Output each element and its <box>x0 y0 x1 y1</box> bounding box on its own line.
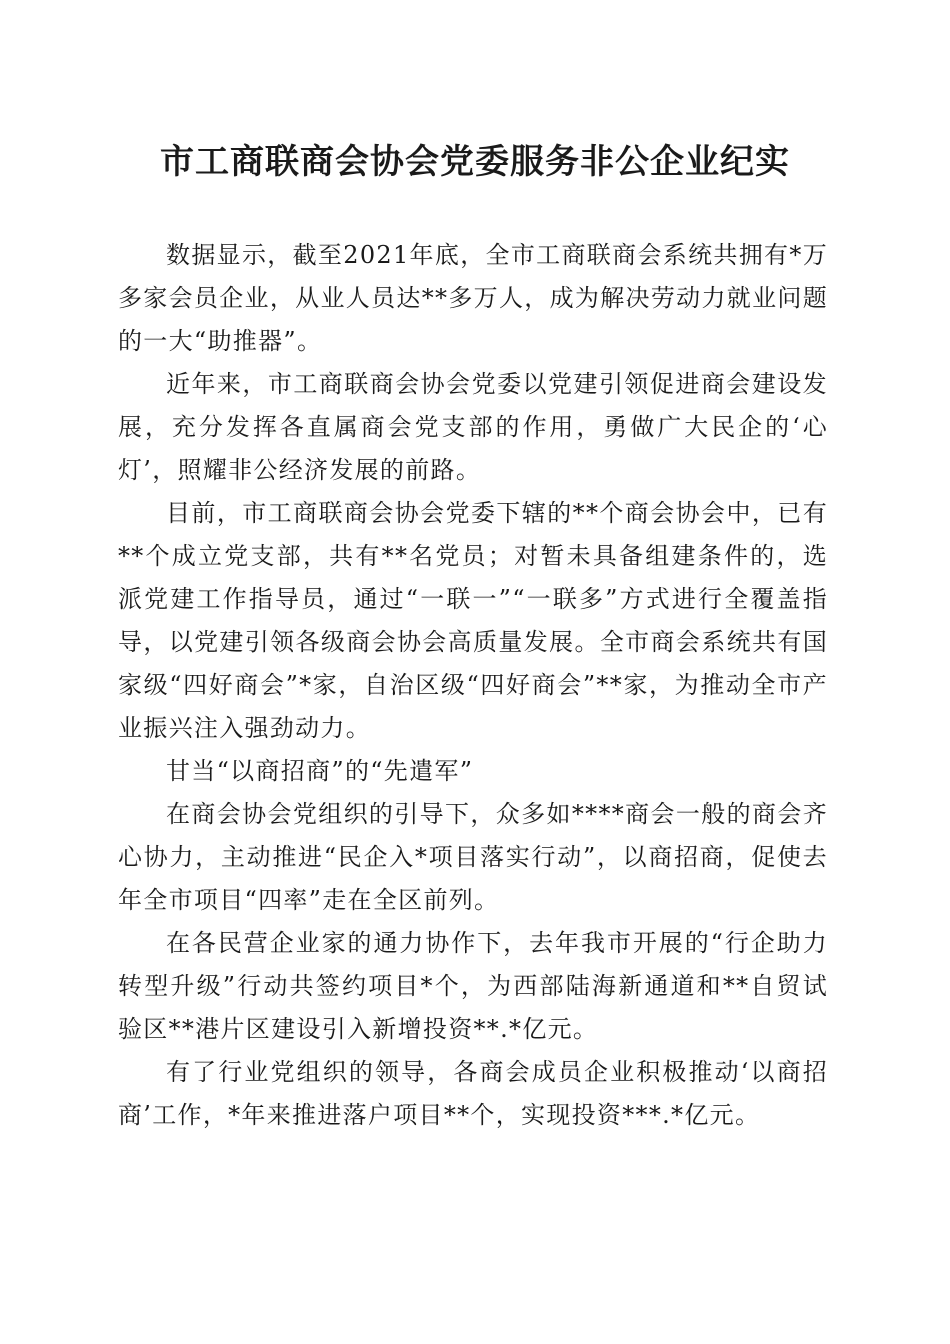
paragraph-3: 目前，市工商联商会协会党委下辖的**个商会协会中，已有**个成立党支部，共有**名党员；对暂未具备组建条件的，选派党建工作指导员，通过“一联一”“一联多”方式进行全覆盖指导，以党建引领各级商会协会高质量发展。全市商会系统共有国家级“四好商会”*家，自治区级“四好商会”**家，为推动全市产业振兴注入强劲动力。 <box>118 499 828 742</box>
paragraph-1: 数据显示，截至2021年底，全市工商联商会系统共拥有*万多家会员企业，从业人员达**多万人，成为解决劳动力就业问题的一大“助推器”。 <box>118 241 828 355</box>
paragraph-5: 在各民营企业家的通力协作下，去年我市开展的“行企助力转型升级”行动共签约项目*个，为西部陆海新通道和**自贸试验区**港片区建设引入新增投资**.*亿元。 <box>118 929 828 1043</box>
paragraph-2: 近年来，市工商联商会协会党委以党建引领促进商会建设发展，充分发挥各直属商会党支部的作用，勇做广大民企的‘心灯’，照耀非公经济发展的前路。 <box>118 370 828 484</box>
document-body <box>118 234 828 1137</box>
section-heading: 甘当“以商招商”的“先遣军” <box>166 757 474 785</box>
paragraph-4: 在商会协会党组织的引导下，众多如****商会一般的商会齐心协力，主动推进“民企入*项目落实行动”，以商招商，促使去年全市项目“四率”走在全区前列。 <box>118 800 828 914</box>
paragraph-6: 有了行业党组织的领导，各商会成员企业积极推动‘以商招商’工作，*年来推进落户项目**个，实现投资***.*亿元。 <box>118 1058 828 1129</box>
document-title: 市工商联商会协会党委服务非公企业纪实 <box>160 142 790 182</box>
